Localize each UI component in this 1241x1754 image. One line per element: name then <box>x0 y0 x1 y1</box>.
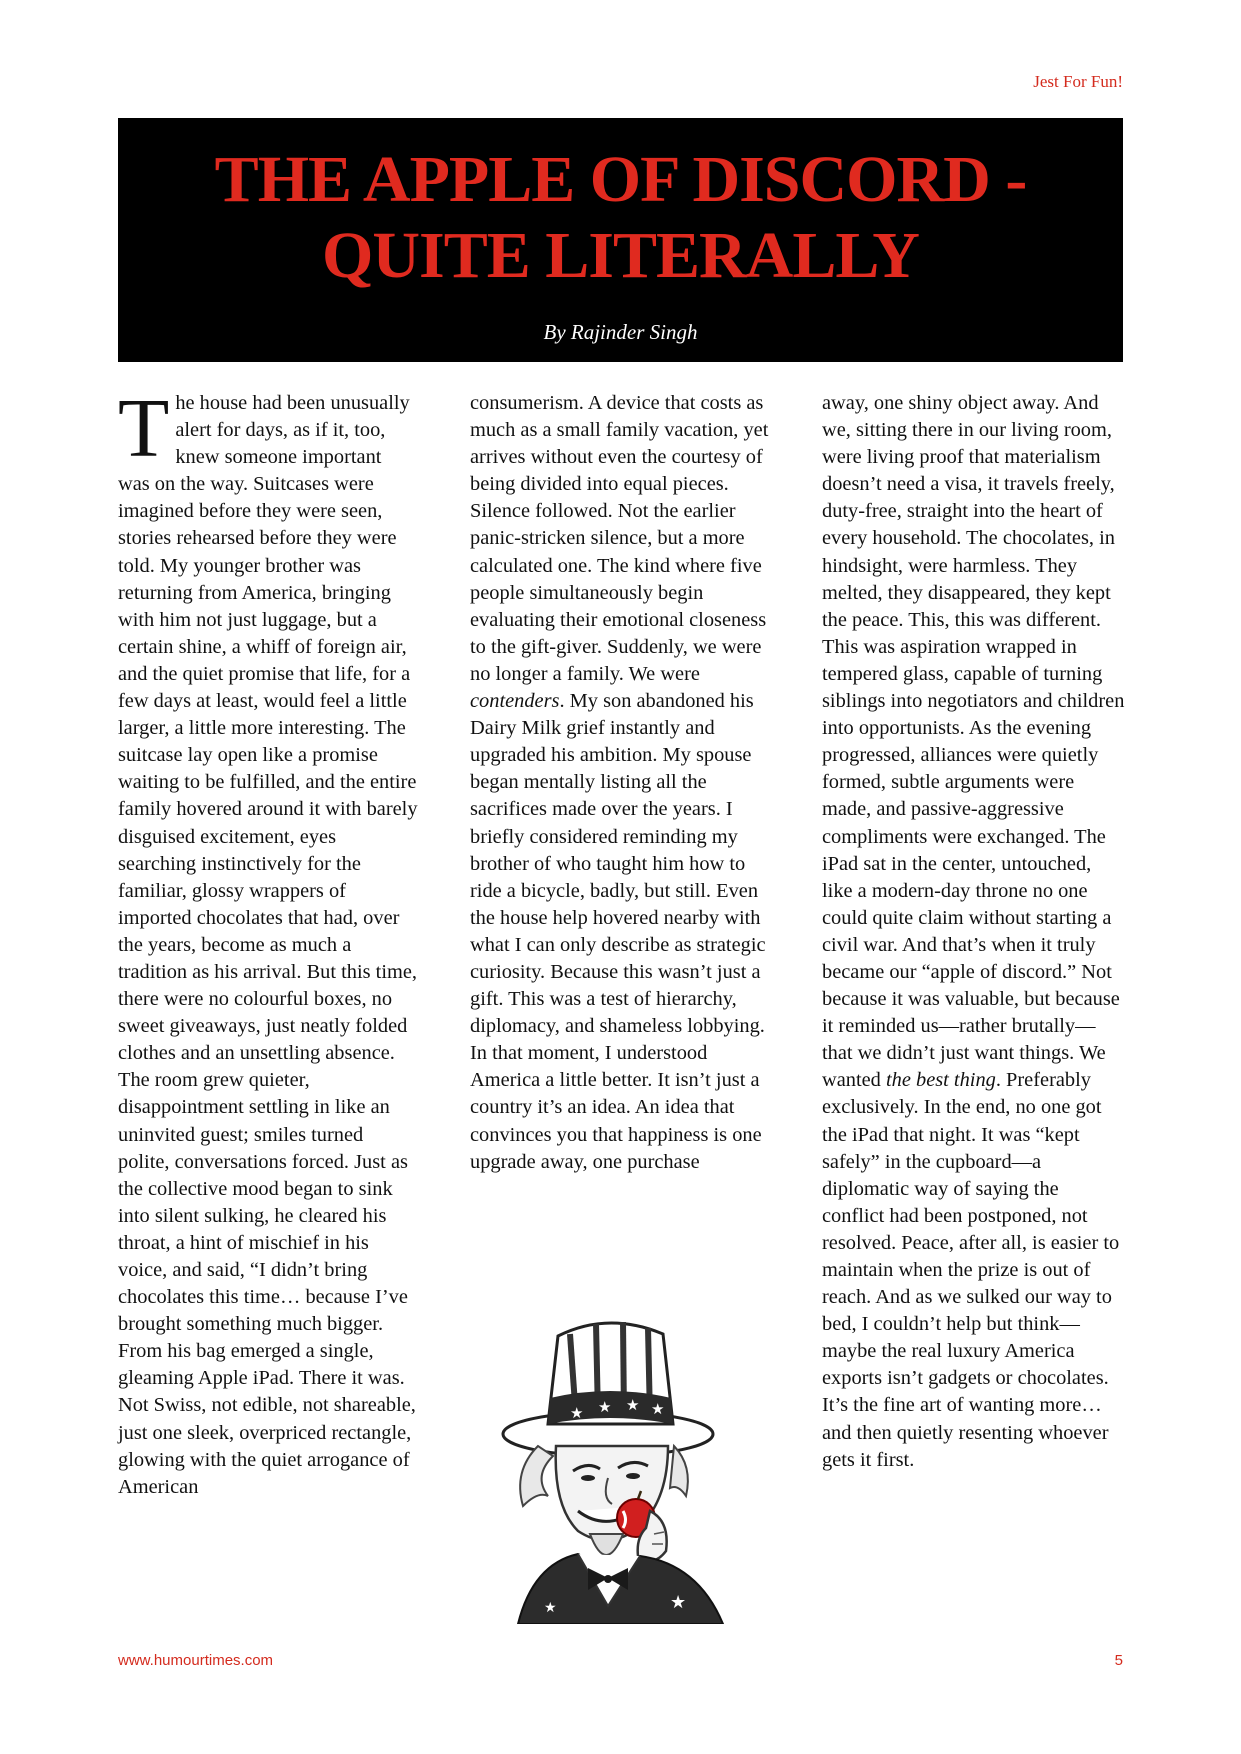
article-column-3 <box>822 390 1126 1474</box>
svg-text:★: ★ <box>570 1404 584 1422</box>
column-3-italic: the best thing <box>885 1069 996 1092</box>
svg-text:★: ★ <box>626 1396 640 1414</box>
svg-text:★: ★ <box>544 1600 557 1616</box>
article-title <box>118 142 1123 294</box>
svg-text:★: ★ <box>651 1400 665 1418</box>
column-3-text-b: . Preferably exclusively. In the end, no one got the iPad that night. It was “kept safely” in the cupboard—a diplomatic way of saying the conflict had been postponed, not resolved. Peace, after all, is easier to maintain when the prize is out of reach. And as we sulked our way to bed, I couldn’t help but think—maybe the real luxury America exports isn’t gadgets or chocolates. It’s the fine art of wanting more… and then quietly resenting whoever gets it first. <box>822 1069 1120 1471</box>
column-1-text: he house had been unusually alert for days, as if it, too, knew someone important was on the way. Suitcases were imagined before they were seen, stories rehearsed before they were told. My younger brother was returning from America, bringing with him not just luggage, but a certain shine, a whiff of foreign air, and the quiet promise that life, for a few days at least, would feel a little larger, a little more interesting. The suitcase lay open like a promise waiting to be fulfilled, and the entire family hovered around it with barely disguised excitement, eyes searching instinctively for the familiar, glossy wrappers of imported chocolates that had, over the years, become as much a tradition as his arrival. But this time, there were no colourful boxes, no sweet giveaways, just neatly folded clothes and an unsettling absence. The room grew quieter, disappointment settling in like an uninvited guest; smiles turned polite, conversations forced. Just as the collective mood began to sink into silent sulking, he cleared his throat, a hint of mischief in his voice, and said, “I didn’t bring chocolates this time… because I’ve brought something much bigger. From his bag emerged a single, gleaming Apple iPad. There it was. Not Swiss, not edible, not shareable, just one sleek, overpriced rectangle, glowing with the quiet arrogance of American <box>118 392 418 1498</box>
article-title-line-1: THE APPLE OF DISCORD - <box>214 143 1027 216</box>
svg-text:★: ★ <box>598 1398 612 1416</box>
article-title-line-2: QUITE LITERALLY <box>322 219 919 292</box>
byline: By Rajinder Singh <box>543 320 698 344</box>
column-2-text-a: consumerism. A device that costs as much as a small family vacation, yet arrives without even the courtesy of being divided into equal pieces. Silence followed. Not the earlier panic-stricken silence, but a more calculated one. The kind where five people simultaneously begin evaluating their emotional closeness to the gift-giver. Suddenly, we were no longer a family. We were <box>470 392 769 685</box>
column-2-text-b: . My son abandoned his Dairy Milk grief instantly and upgraded his ambition. My spouse began mentally listing all the sacrifices made over the years. I briefly considered reminding my brother of who taught him how to ride a bicycle, badly, but still. Even the house help hovered nearby with what I can only describe as strategic curiosity. Because this wasn’t just a gift. This was a test of hierarchy, diplomacy, and shameless lobbying. In that moment, I understood America a little better. It isn’t just a country it’s an idea. An idea that convinces you that happiness is one upgrade away, one purchase <box>470 690 766 1173</box>
title-banner <box>118 118 1123 362</box>
uncle-sam-eating-apple-illustration <box>478 1306 768 1624</box>
section-tag: Jest For Fun! <box>1033 72 1123 91</box>
drop-cap: T <box>118 382 170 475</box>
svg-text:★: ★ <box>670 1592 687 1613</box>
article-column-1 <box>118 382 418 1501</box>
article-column-2 <box>470 390 776 1176</box>
footer-website-link[interactable]: www.humourtimes.com <box>118 1652 274 1669</box>
column-2-italic: contenders <box>470 690 560 713</box>
page-number: 5 <box>1114 1652 1123 1669</box>
column-3-text-a: away, one shiny object away. And we, sitting there in our living room, were living proof that materialism doesn’t need a visa, it travels freely, duty-free, straight into the heart of every household. The chocolates, in hindsight, were harmless. They melted, they disappeared, they kept the peace. This, this was different. This was aspiration wrapped in tempered glass, capable of turning siblings into negotiators and children into opportunists. As the evening progressed, alliances were quietly formed, subtle arguments were made, and passive-aggressive compliments were exchanged. The iPad sat in the center, untouched, like a modern-day throne no one could quite claim without starting a civil war. And that’s when it truly became our “apple of discord.” Not because it was valuable, but because it reminded us—rather brutally—that we didn’t just want things. We wanted <box>822 392 1125 1092</box>
